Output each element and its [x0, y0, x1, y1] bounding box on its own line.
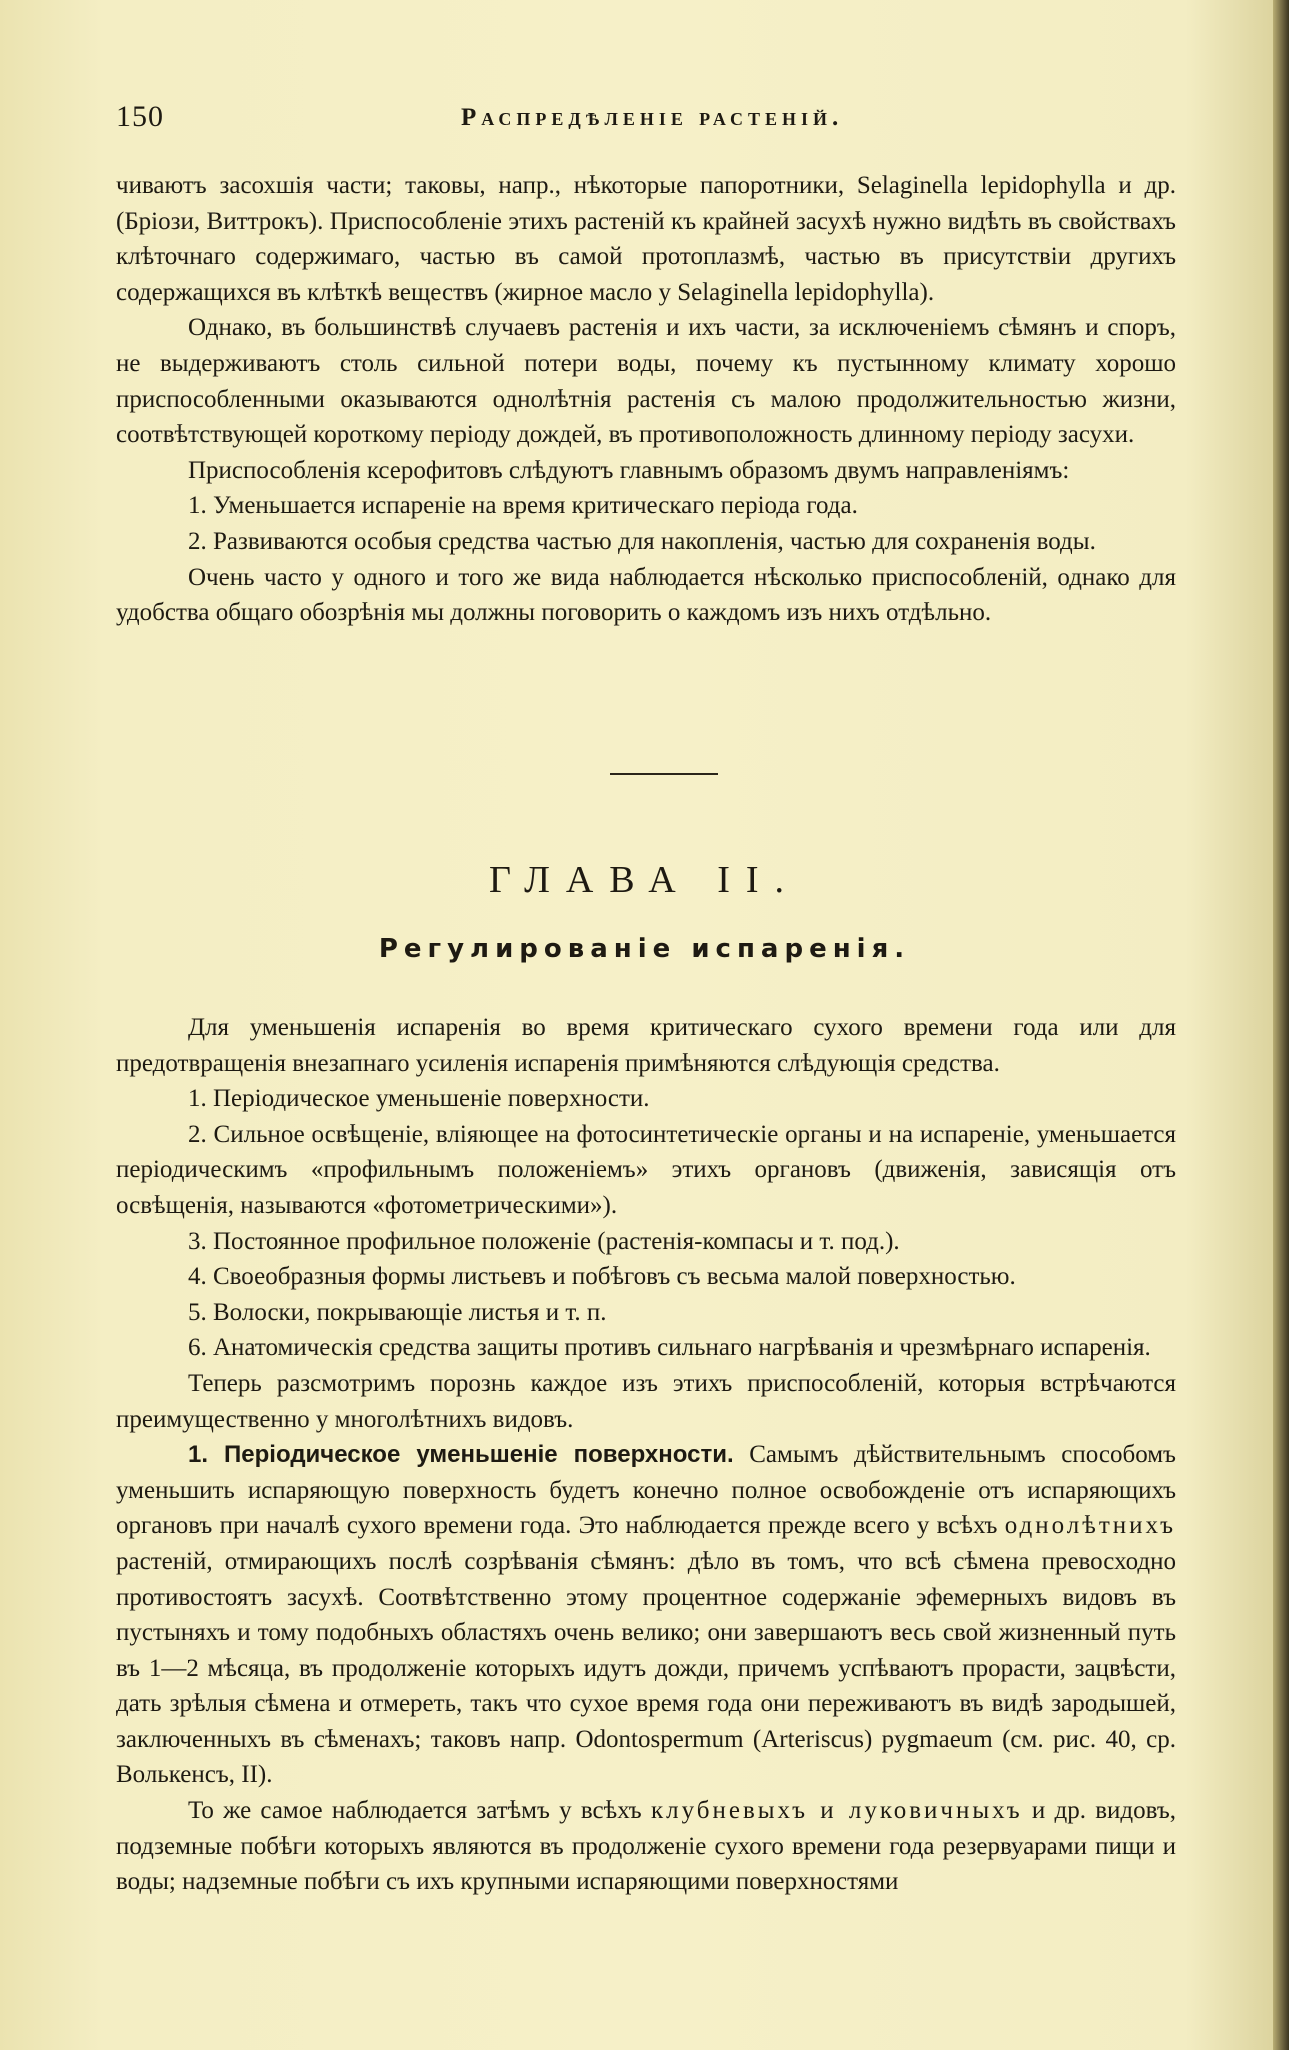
paragraph-text: растеній, отмирающихъ послѣ созрѣванія сѣмянъ: дѣло въ томъ, что всѣ сѣмена превосходно противостоятъ засухѣ. Соотвѣтственно этому процентное содержаніе эфемерныхъ видовъ въ пустыняхъ и тому подобныхъ областяхъ очень велико; они завершаютъ весь свой жизненный путь въ 1—2 мѣсяца, въ продолженіе которыхъ идутъ дожди, причемъ успѣваютъ прорасти, зацвѣсти, дать зрѣлыя сѣмена и отмереть, такъ что сухое время года они переживаютъ въ видѣ зародышей, заключенныхъ въ сѣменахъ; таковъ напр. Odontospermum (Arterіscus) pygmaeum (см. рис. 40, ср. Волькенсъ, II). [116, 1547, 1176, 1789]
text-block-chapter [116, 1010, 1176, 1900]
paragraph: Однако, въ большинствѣ случаевъ растенія и ихъ части, за исключеніемъ сѣмянъ и споръ, не выдерживаютъ столь сильной потери воды, почему къ пустынному климату хорошо приспособленными оказываются однолѣтнія растенія съ малою продолжительностью жизни, соотвѣтствующей короткому періоду дождей, въ противоположность длинному періоду засухи. [116, 314, 1176, 449]
spaced-emphasis: однолѣтнихъ [1004, 1512, 1176, 1540]
spaced-emphasis: клубневыхъ и луковичныхъ [650, 1797, 1023, 1825]
section-lead-heading: 1. Періодическое уменьшеніе поверхности. [188, 1441, 734, 1469]
list-item: 2. Развиваются особыя средства частью для накопленія, частью для сохраненія воды. [188, 527, 1096, 555]
paragraph: Приспособленія ксерофитовъ слѣдуютъ главнымъ образомъ двумъ направленіямъ: [188, 456, 1070, 484]
list-item: 3. Постоянное профильное положеніе (растенія-компасы и т. под.). [188, 1227, 900, 1255]
list-item: 1. Уменьшается испареніе на время критическаго періода года. [188, 492, 858, 520]
paragraph: чиваютъ засохшія части; таковы, напр., нѣкоторые папоротники, Selaginella lepidophylla и др. (Бріози, Виттрокъ). Приспособленіе этихъ растеній къ крайней засухѣ нужно видѣть въ свойствахъ клѣточнаго содержимаго, частью въ самой протоплазмѣ, частью въ присутствіи другихъ содержащихся въ клѣткѣ веществъ (жирное масло у Selaginella lepidophylla). [116, 172, 1176, 306]
list-item: 5. Волоски, покрывающіе листья и т. п. [188, 1298, 607, 1326]
list-item: 6. Анатомическія средства защиты противъ сильнаго нагрѣванія и чрезмѣрнаго испаренія. [188, 1334, 1151, 1362]
list-item: 4. Своеобразныя формы листьевъ и побѣговъ съ весьма малой поверхностью. [188, 1263, 1016, 1291]
section-paragraph [116, 1437, 1176, 1793]
paragraph-text: и др. видовъ, подземные побѣги которыхъ являются въ продолженіе сухого времени года резервуарами пищи и воды; надземные побѣги съ ихъ крупными испаряющими поверхностями [116, 1797, 1177, 1896]
paragraph-text: То же самое наблюдается затѣмъ у всѣхъ [188, 1797, 651, 1825]
running-head [116, 100, 1176, 140]
text-block-top [116, 168, 1176, 631]
book-spine-edge [1273, 0, 1289, 2050]
paragraph: Для уменьшенія испаренія во время критическаго сухого времени года или для предотвращенія внезапнаго усиленія испаренія примѣняются слѣдующія средства. [116, 1014, 1176, 1077]
chapter-subtitle: Регулированіе испаренія. [378, 934, 911, 964]
page-number: 150 [116, 100, 164, 133]
section-divider [610, 773, 718, 775]
paragraph: Теперь разсмотримъ порознь каждое изъ этихъ приспособленій, которыя встрѣчаются преимущественно у многолѣтнихъ видовъ. [116, 1369, 1176, 1433]
paragraph: Очень часто у одного и того же вида наблюдается нѣсколько приспособленій, однако для удобства общаго обозрѣнія мы должны поговорить о каждомъ изъ нихъ отдѣльно. [116, 563, 1176, 627]
list-item: 2. Сильное освѣщеніе, вліяющее на фотосинтетическіе органы и на испареніе, уменьшается періодическимъ «профильнымъ положеніемъ» этихъ органовъ (движенія, зависящія отъ освѣщенія, называются «фотометрическими»). [116, 1120, 1176, 1219]
running-title: Распредѣленіе растеній. [461, 104, 844, 131]
paragraph [116, 1793, 1176, 1900]
chapter-heading: ГЛАВА II. [488, 859, 801, 901]
list-item: 1. Періодическое уменьшеніе поверхности. [188, 1085, 650, 1113]
paragraph-text: Самымъ дѣйствительнымъ способомъ уменьшить испаряющую поверхность будетъ конечно полное освобожденіе отъ испаряющихъ органовъ при началѣ сухого времени года. Это наблюдается прежде всего у всѣхъ [116, 1441, 1176, 1540]
